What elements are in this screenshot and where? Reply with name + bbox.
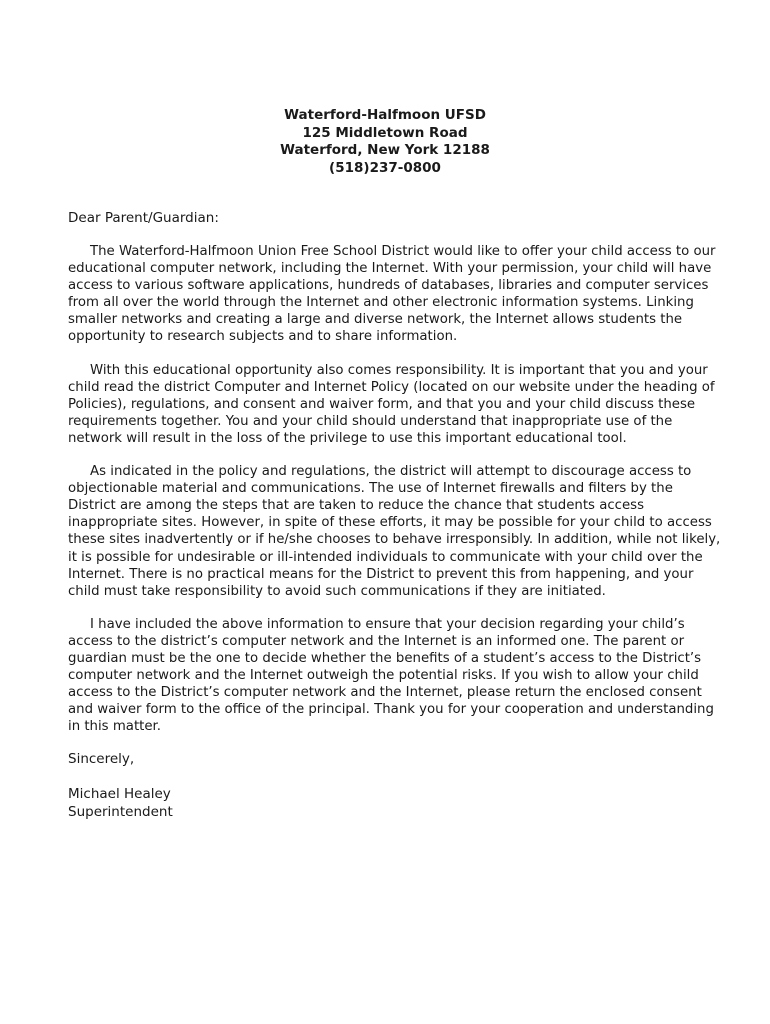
- district-phone: (518)237-0800: [329, 159, 441, 176]
- district-name: Waterford-Halfmoon UFSD: [284, 107, 486, 123]
- signer-name: Michael Healey: [68, 786, 171, 803]
- signer-title: Superintendent: [68, 803, 173, 820]
- salutation: Dear Parent/Guardian:: [68, 210, 219, 226]
- signature-block: [68, 786, 722, 821]
- letterhead: [48, 107, 722, 177]
- paragraph-responsibility: With this educational opportunity also comes responsibility. It is important that you and your child read the district Computer and Internet Policy (located on our website under the heading of Policies), regulations, and consent and waiver form, and that you and your child discuss these requirements together. You and your child should understand that inappropriate use of the network will result in the loss of the privilege to use this important educational tool.: [68, 362, 715, 446]
- closing: Sincerely,: [68, 751, 135, 768]
- paragraph-policy: As indicated in the policy and regulations, the district will attempt to discourage access to objectionable material and communications. The use of Internet firewalls and filters by the District are among the steps that are taken to reduce the chance that students access inappropriate sites. However, in spite of these efforts, it may be possible for your child to access these sites inadvertently or if he/she chooses to behave irresponsibly. In addition, while not likely, it is possible for undesirable or ill-intended individuals to communicate with your child over the Internet. There is no practical means for the District to prevent this from happening, and your child must take responsibility to avoid such communications if they are initiated.: [68, 464, 721, 599]
- paragraph-decision: I have included the above information to ensure that your decision regarding your child’s access to the district’s computer network and the Internet is an informed one. The parent or guardian must be the one to decide whether the benefits of a student’s access to the District’s computer network and the Internet outweigh the potential risks. If you wish to allow your child access to the District’s computer network and the Internet, please return the enclosed consent and waiver form to the office of the principal. Thank you for your cooperation and understanding in this matter.: [68, 616, 714, 735]
- district-street: 125 Middletown Road: [302, 124, 468, 141]
- paragraph-introduction: The Waterford-Halfmoon Union Free School District would like to offer your child access to our educational computer network, including the Internet. With your permission, your child will have access to various software applications, hundreds of databases, libraries and computer services from all over the world through the Internet and other electronic information systems. Linking smaller networks and creating a large and diverse network, the Internet allows students the opportunity to research subjects and to share information.: [68, 244, 716, 345]
- district-city: Waterford, New York 12188: [280, 142, 490, 158]
